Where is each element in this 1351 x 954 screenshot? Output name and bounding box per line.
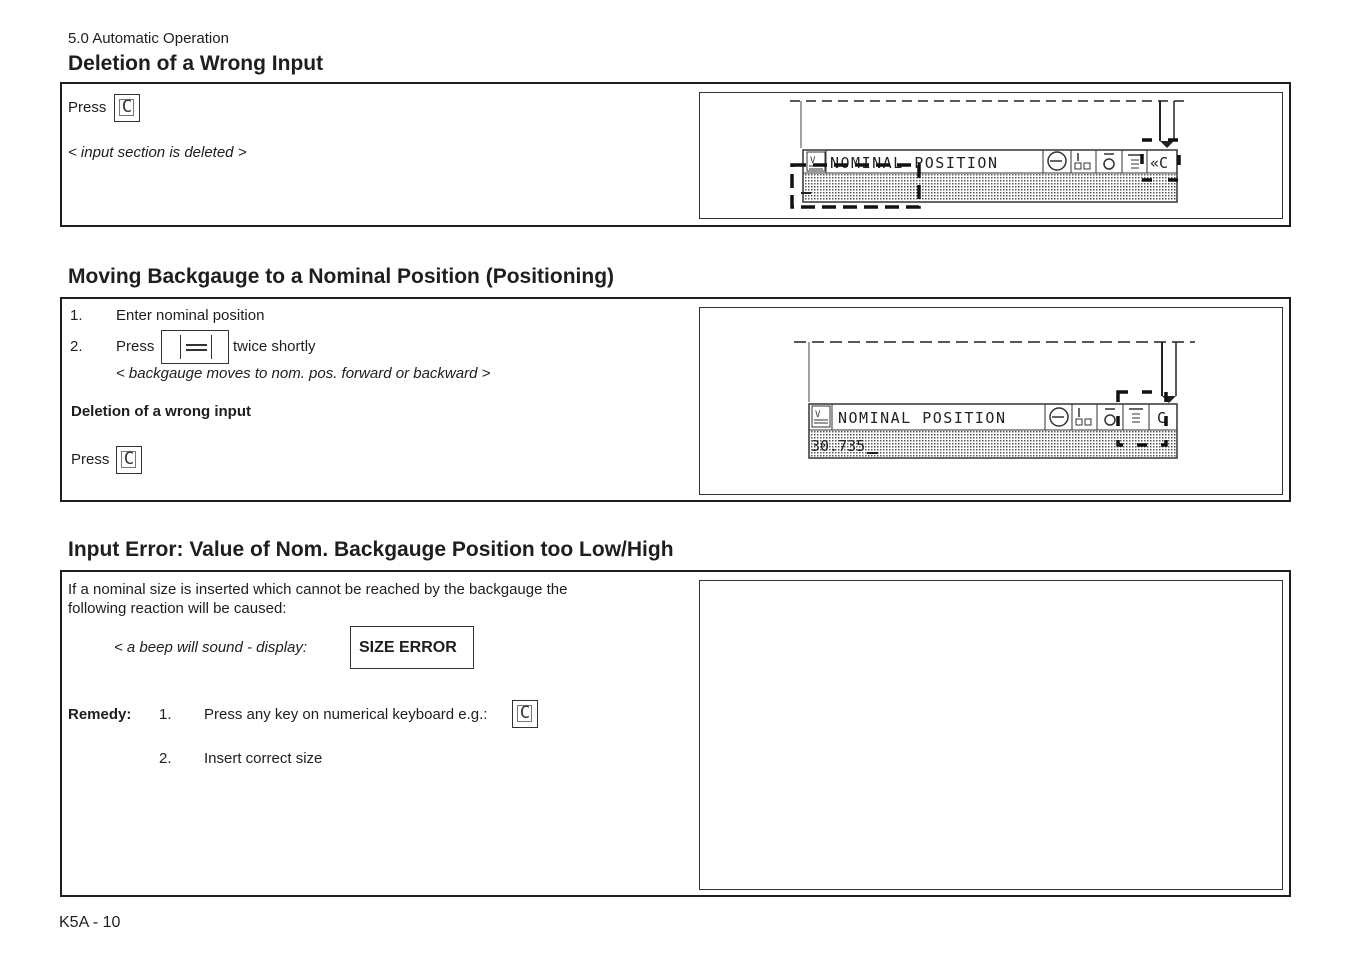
section-deletion-box — [60, 82, 1291, 227]
step-number: 2. — [70, 338, 83, 355]
step-number: 1. — [159, 706, 172, 723]
section-title-deletion: Deletion of a Wrong Input — [68, 52, 324, 75]
clear-key-label: «C — [1150, 154, 1169, 172]
clear-key-label: C — [1157, 409, 1167, 427]
equals-key-icon — [161, 330, 229, 364]
svg-text:V: V — [810, 156, 816, 166]
press-label: Press — [71, 451, 110, 468]
remedy-label: Remedy: — [68, 706, 132, 723]
screen-value: 30.735 — [811, 437, 866, 455]
page-number: K5A - 10 — [59, 914, 121, 931]
press-label: Press — [116, 338, 155, 355]
backgauge-note: < backgauge moves to nom. pos. forward or backward > — [116, 365, 491, 382]
control-screen-graphic — [700, 308, 1282, 494]
section-title-input-error: Input Error: Value of Nom. Backgauge Position too Low/High — [68, 538, 674, 561]
screen-label: NOMINAL POSITION — [830, 154, 999, 172]
size-error-display: SIZE ERROR — [350, 626, 474, 669]
c-key-icon: C — [116, 446, 142, 474]
section-title-positioning: Moving Backgauge to a Nominal Position (Positioning) — [68, 265, 615, 288]
sub-title: Deletion of a wrong input — [71, 403, 251, 420]
step-number: 2. — [159, 750, 172, 767]
section-positioning-box — [60, 297, 1291, 502]
intro-line: following reaction will be caused: — [68, 600, 287, 617]
step-text: Press any key on numerical keyboard e.g.: — [204, 706, 488, 723]
step-text: Insert correct size — [204, 750, 323, 767]
screen-label: NOMINAL POSITION — [838, 409, 1007, 427]
step-number: 1. — [70, 307, 83, 324]
c-key-icon: C — [114, 94, 140, 122]
intro-line: If a nominal size is inserted which cannot be reached by the backgauge the — [68, 581, 568, 598]
beep-note: < a beep will sound - display: — [114, 639, 308, 656]
step-suffix: twice shortly — [233, 338, 316, 355]
display-illustration-2 — [699, 307, 1283, 495]
control-screen-graphic — [700, 93, 1282, 218]
step-text: Enter nominal position — [116, 307, 265, 324]
display-illustration-1 — [699, 92, 1283, 219]
svg-text:V: V — [815, 410, 821, 420]
c-key-icon: C — [512, 700, 538, 728]
chapter-heading: 5.0 Automatic Operation — [68, 30, 229, 47]
press-label: Press — [68, 99, 107, 116]
section-input-error-box — [60, 570, 1291, 897]
empty-illustration-panel — [699, 580, 1283, 890]
deleted-note: < input section is deleted > — [68, 144, 247, 161]
